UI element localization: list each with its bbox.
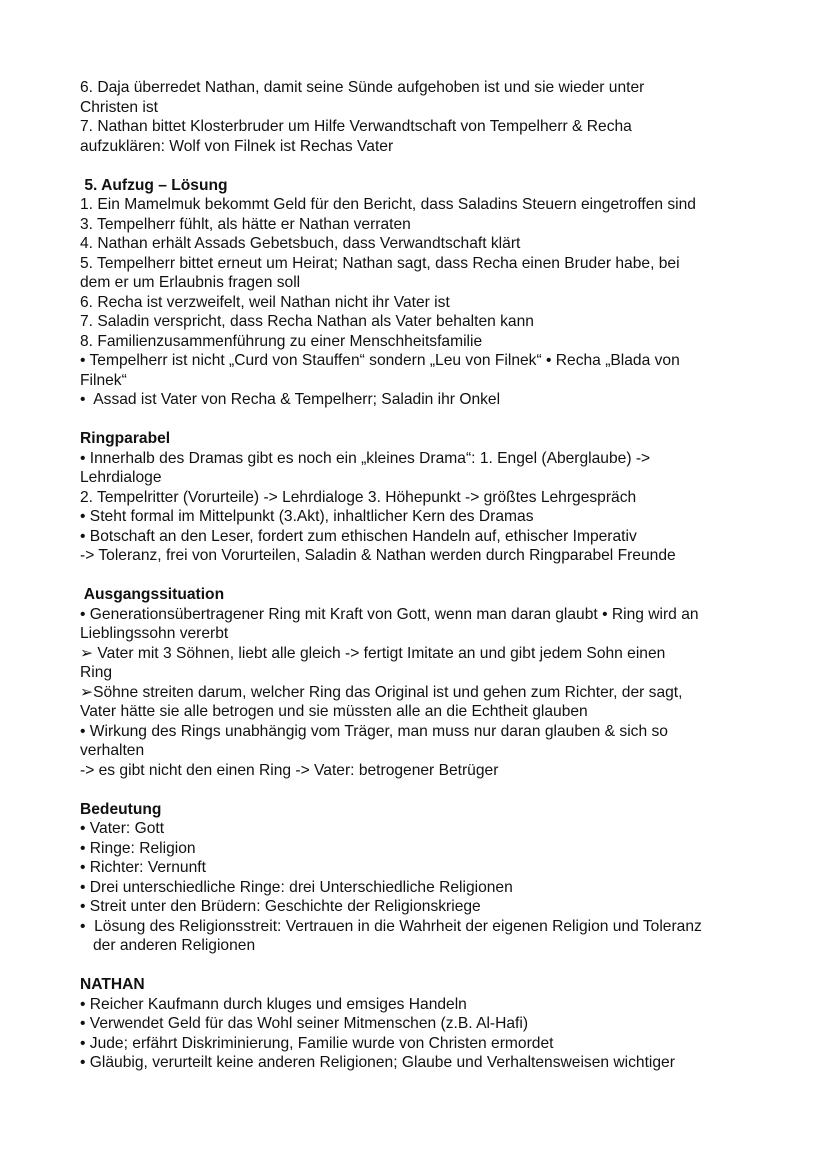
text-line: Filnek“ xyxy=(80,371,127,389)
text-line: 6. Recha ist verzweifelt, weil Nathan nicht ihr Vater ist xyxy=(80,293,450,311)
text-line: dem er um Erlaubnis fragen soll xyxy=(80,274,301,291)
text-line: ➢ Vater mit 3 Söhnen, liebt alle gleich -> fertigt Imitate an und gibt jedem Sohn einen xyxy=(80,644,666,662)
text-line: • Steht formal im Mittelpunkt (3.Akt), inhaltlicher Kern des Dramas xyxy=(80,508,534,525)
ringparabel-section xyxy=(80,429,760,566)
text-line: • Gläubig, verurteilt keine anderen Religionen; Glaube und Verhaltensweisen wichtiger xyxy=(80,1054,675,1071)
text-line: Christen ist xyxy=(80,98,158,116)
text-line: • Assad ist Vater von Recha & Tempelherr; Saladin ihr Onkel xyxy=(80,391,501,408)
text-line: 3. Tempelherr fühlt, als hätte er Nathan verraten xyxy=(80,215,411,233)
text-line: • Innerhalb des Dramas gibt es noch ein „kleines Drama“: 1. Engel (Aberglaube) -> xyxy=(80,449,651,467)
text-line: • Ringe: Religion xyxy=(80,839,196,857)
text-line: • Verwendet Geld für das Wohl seiner Mitmenschen (z.B. Al-Hafi) xyxy=(80,1015,529,1032)
text-line: -> Toleranz, frei von Vorurteilen, Saladin & Nathan werden durch Ringparabel Freunde xyxy=(80,547,676,564)
text-line: 7. Saladin verspricht, dass Recha Nathan als Vater behalten kann xyxy=(80,313,534,330)
section-gap xyxy=(80,780,760,800)
text-line: • Richter: Vernunft xyxy=(80,859,206,876)
section-gap xyxy=(80,156,760,176)
text-line: • Vater: Gott xyxy=(80,820,165,837)
text-line: • Botschaft an den Leser, fordert zum ethischen Handeln auf, ethischer Imperativ xyxy=(80,527,637,545)
text-line: Lieblingssohn vererbt xyxy=(80,625,229,642)
text-line: ➢Söhne streiten darum, welcher Ring das Original ist und gehen zum Richter, der sagt, xyxy=(80,683,683,701)
text-line: -> es gibt nicht den einen Ring -> Vater: betrogener Betrüger xyxy=(80,761,499,779)
text-line: 1. Ein Mamelmuk bekommt Geld für den Bericht, dass Saladins Steuern eingetroffen sind xyxy=(80,196,696,213)
section-heading: NATHAN xyxy=(80,976,145,993)
text-line: • Reicher Kaufmann durch kluges und emsiges Handeln xyxy=(80,995,467,1013)
text-line: • Generationsübertragener Ring mit Kraft von Gott, wenn man daran glaubt • Ring wird an xyxy=(80,605,699,623)
text-line: • Jude; erfährt Diskriminierung, Familie wurde von Christen ermordet xyxy=(80,1034,554,1052)
text-line: • Lösung des Religionsstreit: Vertrauen in die Wahrheit der eigenen Religion und Toleranz xyxy=(80,917,702,935)
section-gap xyxy=(80,956,760,976)
text-line: Lehrdialoge xyxy=(80,469,162,486)
text-line: • Tempelherr ist nicht „Curd von Stauffen“ sondern „Leu von Filnek“ • Recha „Blada von xyxy=(80,352,680,369)
text-line: 7. Nathan bittet Klosterbruder um Hilfe Verwandtschaft von Tempelherr & Recha xyxy=(80,118,632,135)
text-line: 8. Familienzusammenführung zu einer Menschheitsfamilie xyxy=(80,332,483,350)
document-page xyxy=(80,78,760,1073)
aufzug5-section xyxy=(80,176,760,410)
text-line: • Wirkung des Rings unabhängig vom Träger, man muss nur daran glauben & sich so xyxy=(80,722,668,740)
section-heading: Bedeutung xyxy=(80,800,162,818)
text-line: 4. Nathan erhält Assads Gebetsbuch, dass Verwandtschaft klärt xyxy=(80,235,521,252)
nathan-section xyxy=(80,975,760,1073)
text-line: Vater hätte sie alle betrogen und sie müssten alle an die Echtheit glauben xyxy=(80,703,588,720)
text-line: aufzuklären: Wolf von Filnek ist Rechas Vater xyxy=(80,137,394,155)
text-line: 2. Tempelritter (Vorurteile) -> Lehrdialoge 3. Höhepunkt -> größtes Lehrgespräch xyxy=(80,488,637,506)
section-heading: Ausgangssituation xyxy=(80,586,225,603)
section-heading: 5. Aufzug – Lösung xyxy=(80,176,228,194)
text-line: Ring xyxy=(80,664,113,681)
section-heading: Ringparabel xyxy=(80,430,171,447)
text-line: • Streit unter den Brüdern: Geschichte der Religionskriege xyxy=(80,898,481,915)
text-line: verhalten xyxy=(80,742,145,759)
intro-section xyxy=(80,78,760,156)
section-gap xyxy=(80,566,760,586)
text-line: 6. Daja überredet Nathan, damit seine Sünde aufgehoben ist und sie wieder unter xyxy=(80,79,645,96)
ausgangssituation-section xyxy=(80,585,760,780)
text-line: • Drei unterschiedliche Ringe: drei Unterschiedliche Religionen xyxy=(80,878,513,896)
bedeutung-section xyxy=(80,800,760,956)
text-line: der anderen Religionen xyxy=(80,937,256,954)
section-gap xyxy=(80,410,760,430)
text-line: 5. Tempelherr bittet erneut um Heirat; Nathan sagt, dass Recha einen Bruder habe, bei xyxy=(80,254,680,272)
